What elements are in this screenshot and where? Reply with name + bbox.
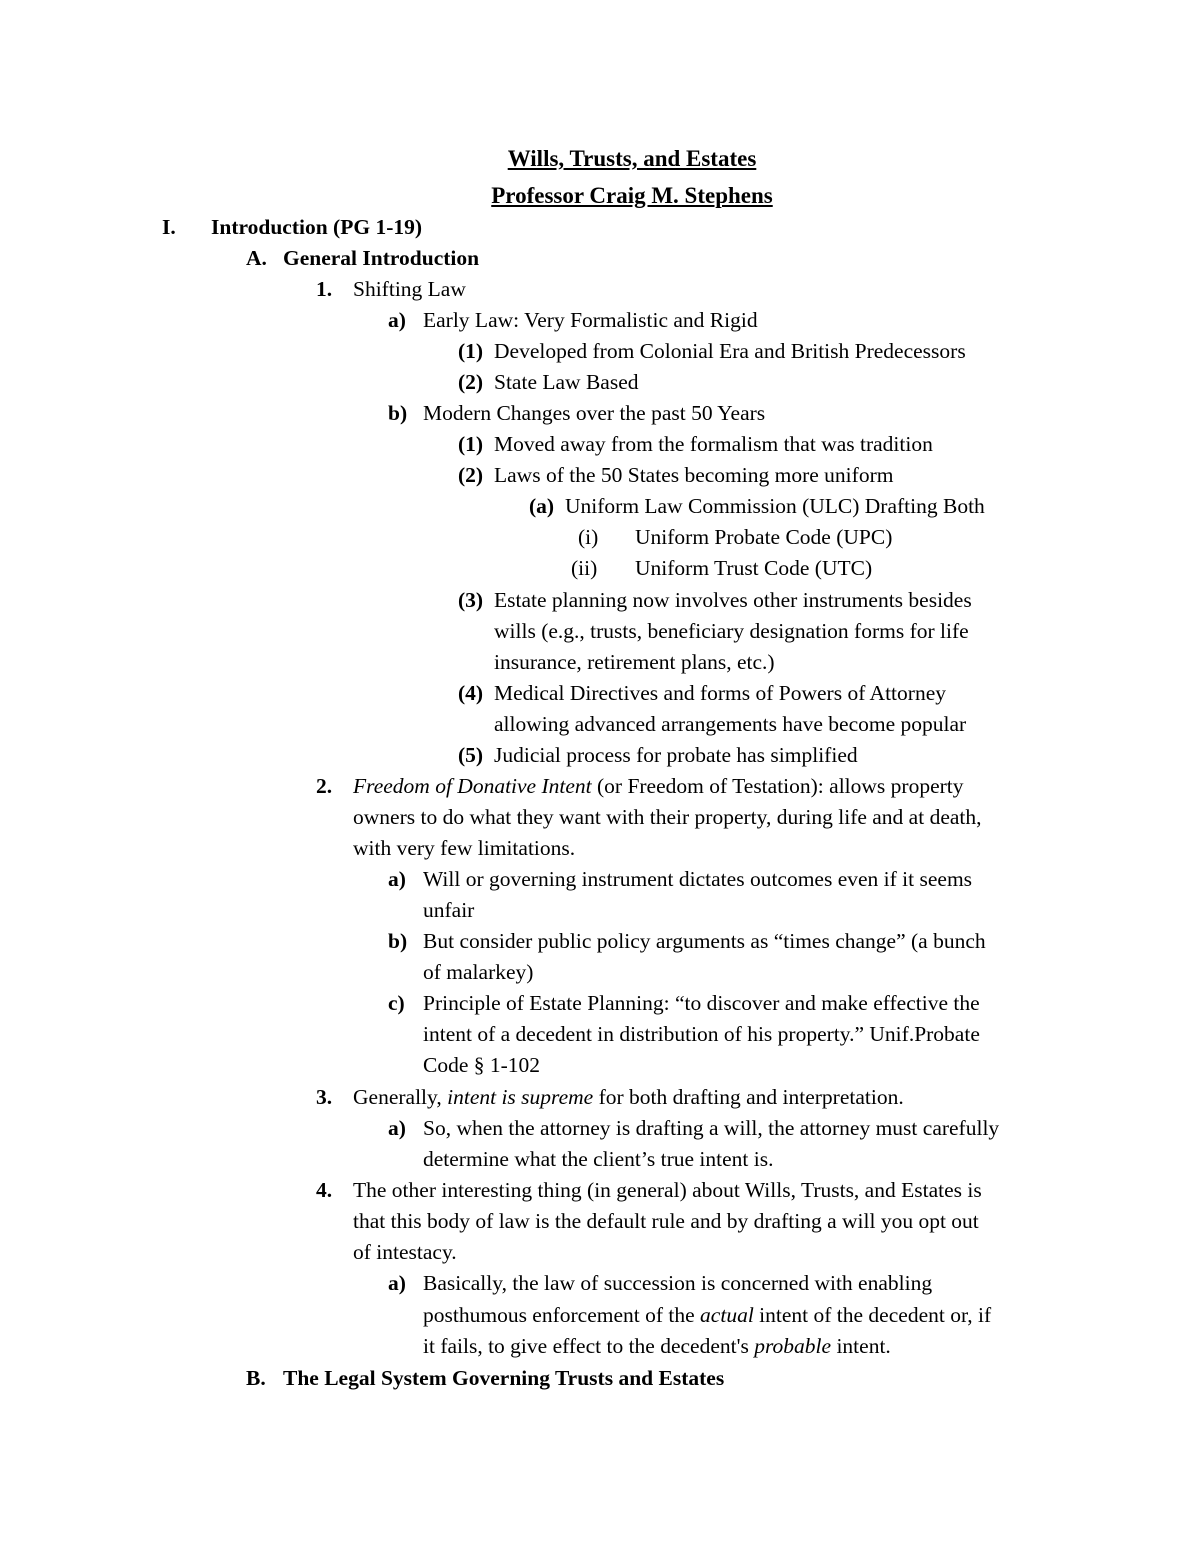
outline-number: a): [388, 1116, 406, 1140]
outline-text-line: Basically, the law of succession is concerned with enabling: [423, 1271, 933, 1295]
text-run: it fails, to give effect to the decedent's: [423, 1334, 755, 1358]
outline-number: (2): [458, 370, 484, 394]
outline-text-line: allowing advanced arrangements have become popular: [494, 712, 967, 736]
italic-term: Freedom of Donative Intent: [353, 774, 592, 798]
outline-number: A.: [246, 246, 267, 270]
outline-number: b): [388, 929, 408, 953]
outline-text: Moved away from the formalism that was tradition: [494, 432, 933, 456]
outline-number: (1): [458, 432, 484, 456]
italic-term: actual: [700, 1303, 754, 1327]
outline-text-line: Estate planning now involves other instruments besides: [494, 588, 972, 612]
outline-text: Uniform Law Commission (ULC) Drafting Both: [565, 494, 985, 518]
outline-number: (a): [529, 494, 555, 518]
outline-number: c): [388, 991, 405, 1015]
outline-text: Modern Changes over the past 50 Years: [423, 401, 766, 425]
text-run: Generally,: [353, 1085, 448, 1109]
outline-text-line: determine what the client’s true intent is.: [423, 1147, 774, 1171]
outline-number: 3.: [316, 1085, 333, 1109]
outline-number: (3): [458, 588, 484, 612]
outline-number: b): [388, 401, 408, 425]
outline-number: (4): [458, 681, 484, 705]
outline-text: Uniform Trust Code (UTC): [635, 556, 873, 580]
outline-text-line: The other interesting thing (in general) about Wills, Trusts, and Estates is: [353, 1178, 982, 1202]
outline-text-line: [423, 1331, 891, 1362]
outline-text-line: intent of a decedent in distribution of his property.” Unif.Probate: [423, 1022, 980, 1046]
outline-text: Shifting Law: [353, 277, 466, 301]
outline-text-line: of malarkey): [423, 960, 534, 984]
outline-text-line: Will or governing instrument dictates outcomes even if it seems: [423, 867, 973, 891]
text-run: (or Freedom of Testation): allows property: [591, 774, 964, 798]
outline-number: I.: [162, 215, 176, 239]
outline-text-line: [353, 771, 964, 802]
outline-text: Laws of the 50 States becoming more uniform: [494, 463, 894, 487]
outline-text: Early Law: Very Formalistic and Rigid: [423, 308, 758, 332]
outline-text-line: of intestacy.: [353, 1240, 457, 1264]
italic-term: intent is supreme: [447, 1085, 594, 1109]
outline-text-line: [423, 1300, 991, 1331]
outline-text: Judicial process for probate has simplified: [494, 743, 858, 767]
outline-text-line: with very few limitations.: [353, 836, 576, 860]
outline-heading: Introduction (PG 1-19): [211, 215, 423, 239]
outline-text: Developed from Colonial Era and British Predecessors: [494, 339, 966, 363]
outline-number: 2.: [316, 774, 333, 798]
outline-number: (i): [578, 525, 599, 549]
outline-text: Uniform Probate Code (UPC): [635, 525, 893, 549]
outline-number: a): [388, 308, 406, 332]
outline-number: a): [388, 867, 406, 891]
outline-text-line: Principle of Estate Planning: “to discover and make effective the: [423, 991, 980, 1015]
outline-number: B.: [246, 1366, 266, 1390]
text-run: intent.: [831, 1334, 891, 1358]
outline-text-line: that this body of law is the default rule and by drafting a will you opt out: [353, 1209, 979, 1233]
outline-number: a): [388, 1271, 406, 1295]
outline-number: 4.: [316, 1178, 333, 1202]
outline-text-line: Code § 1-102: [423, 1053, 541, 1077]
outline-text-line: [353, 1082, 904, 1113]
outline-text-line: owners to do what they want with their property, during life and at death,: [353, 805, 982, 829]
outline-text-line: But consider public policy arguments as “times change” (a bunch: [423, 929, 986, 953]
italic-term: probable: [754, 1334, 832, 1358]
outline-heading: The Legal System Governing Trusts and Estates: [283, 1366, 725, 1390]
document-title: Wills, Trusts, and Estates: [507, 146, 757, 171]
outline-text-line: wills (e.g., trusts, beneficiary designation forms for life: [494, 619, 969, 643]
document-subtitle: Professor Craig M. Stephens: [491, 183, 773, 208]
outline-text-line: unfair: [423, 898, 475, 922]
outline-text-line: So, when the attorney is drafting a will, the attorney must carefully: [423, 1116, 1000, 1140]
outline-text-line: insurance, retirement plans, etc.): [494, 650, 775, 674]
outline-number: (2): [458, 463, 484, 487]
outline-number: (ii): [571, 556, 598, 580]
outline-number: (5): [458, 743, 484, 767]
text-run: posthumous enforcement of the: [423, 1303, 701, 1327]
text-run: intent of the decedent or, if: [753, 1303, 992, 1327]
text-run: for both drafting and interpretation.: [593, 1085, 904, 1109]
outline-number: 1.: [316, 277, 333, 301]
outline-text: State Law Based: [494, 370, 639, 394]
outline-number: (1): [458, 339, 484, 363]
outline-text-line: Medical Directives and forms of Powers of Attorney: [494, 681, 946, 705]
outline-heading: General Introduction: [283, 246, 480, 270]
